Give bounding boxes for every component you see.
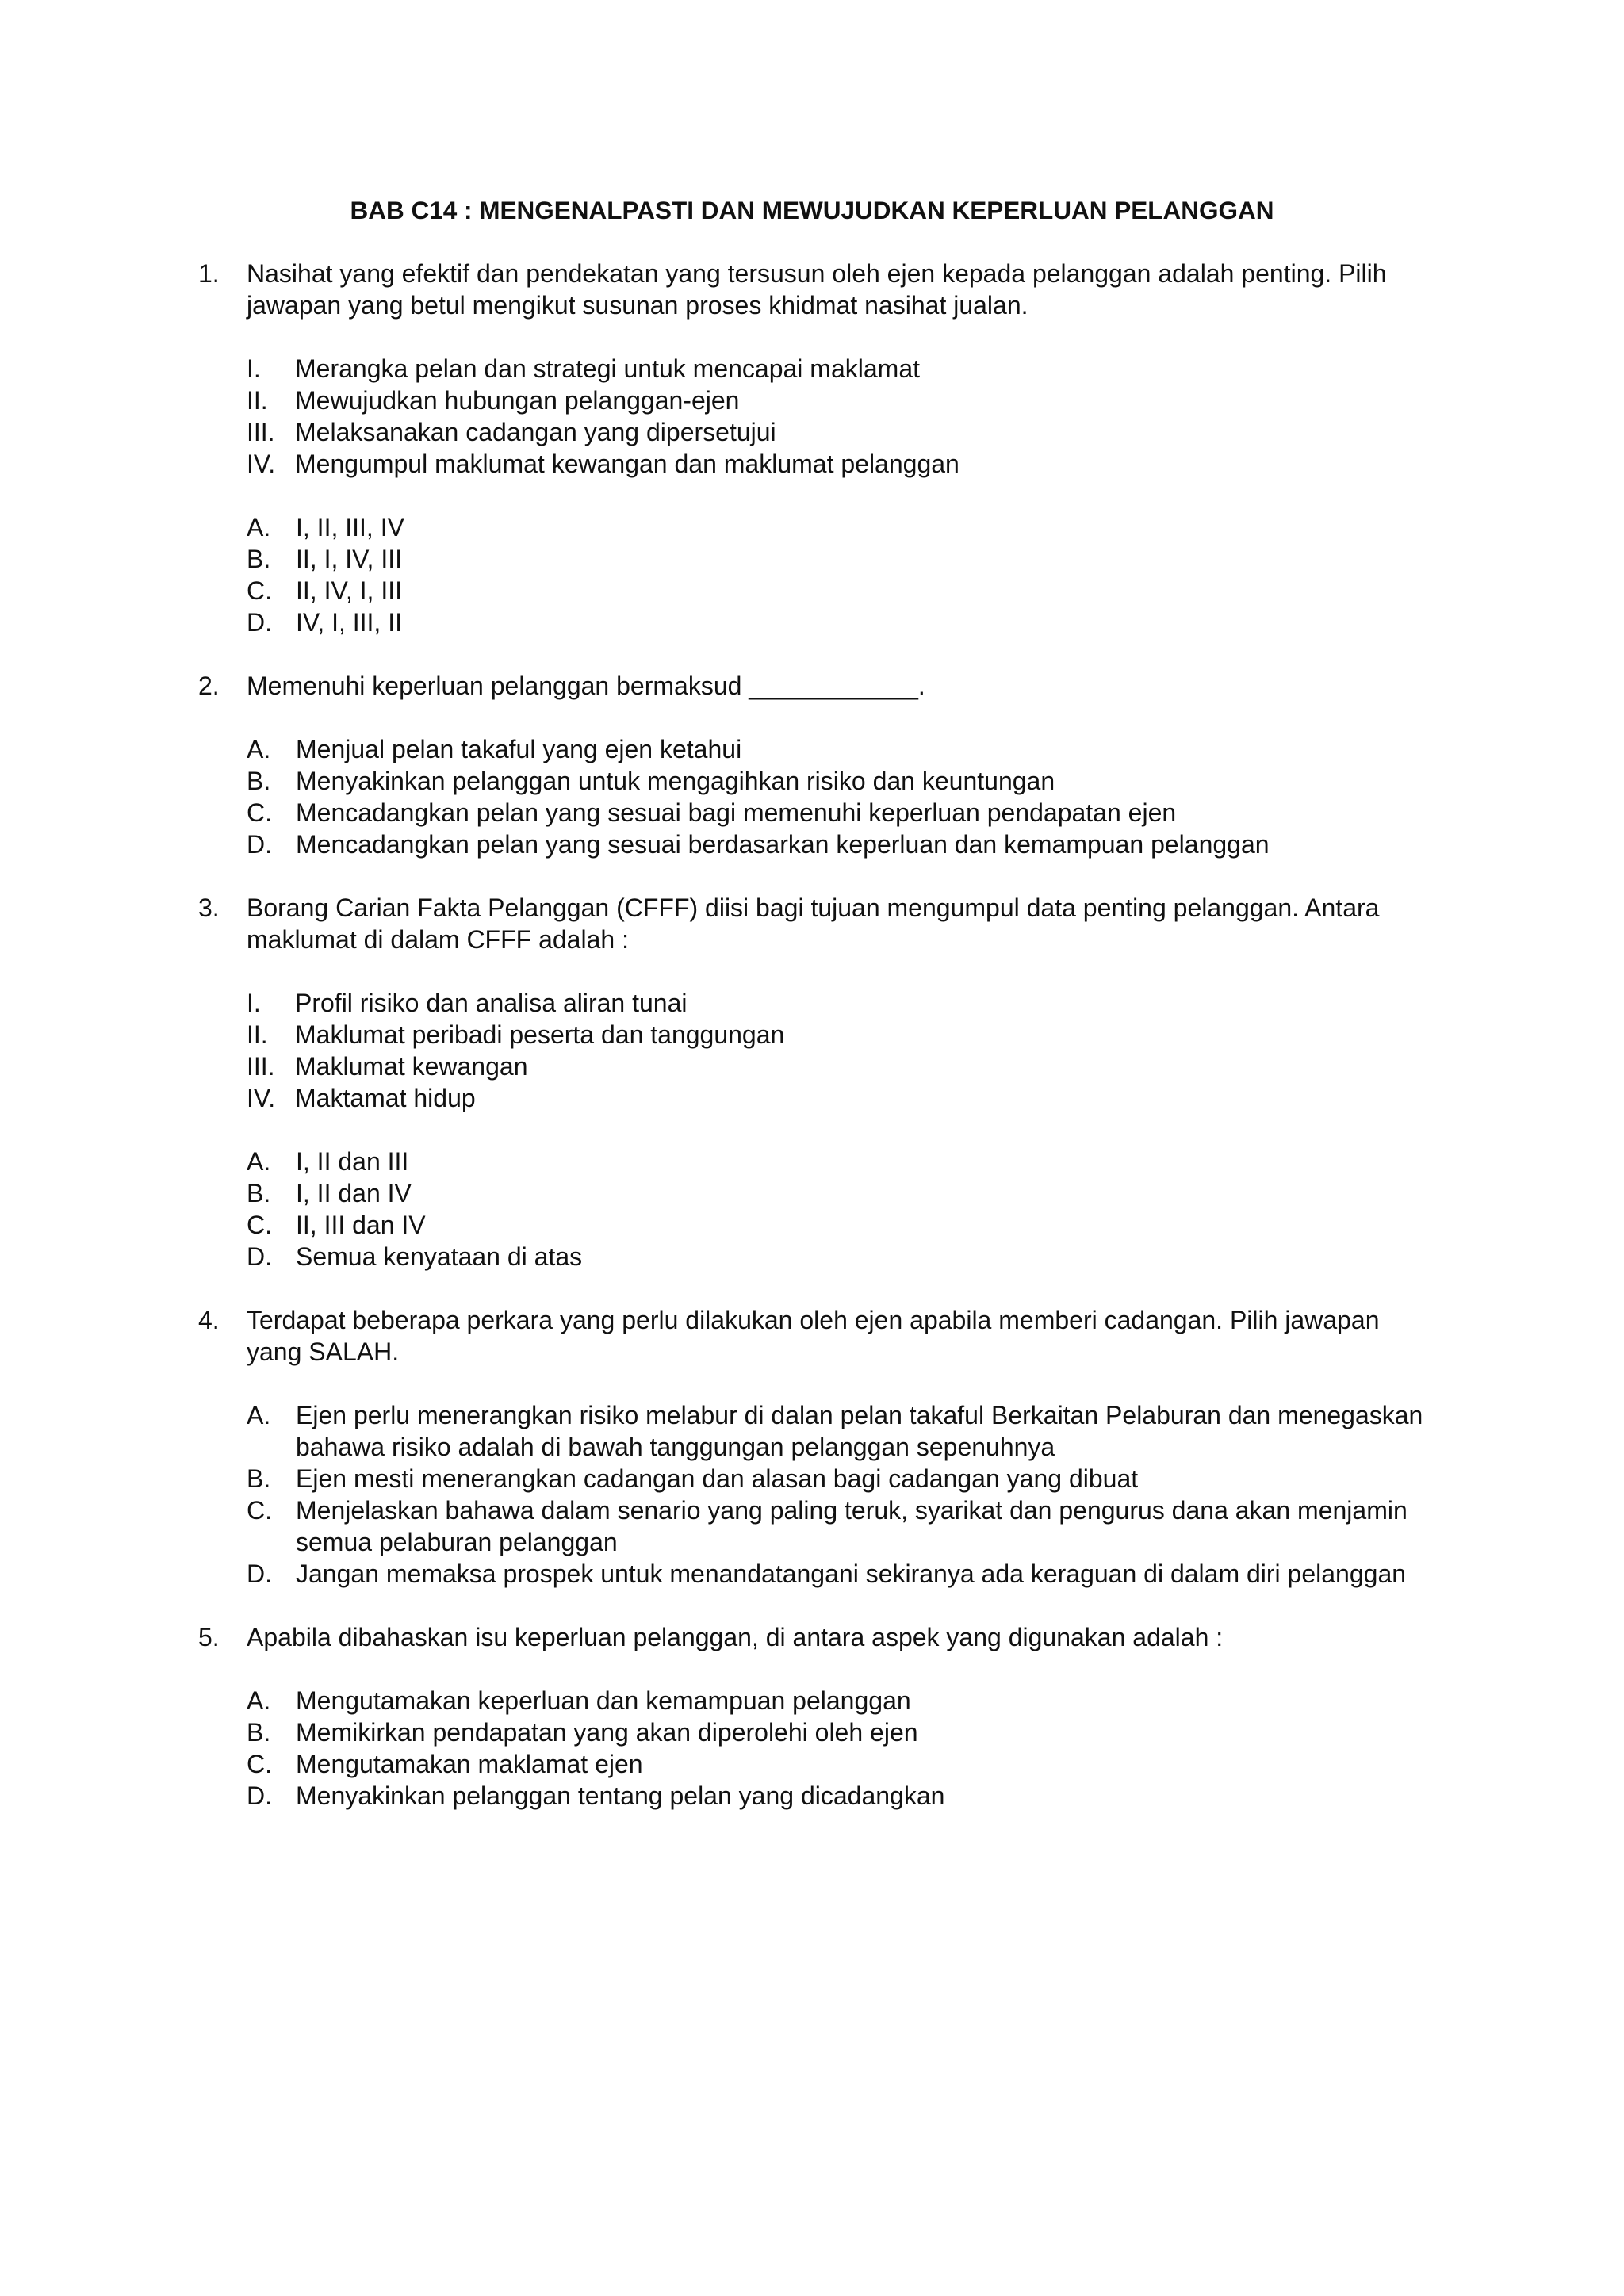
answer-option (247, 1463, 1426, 1494)
option-letter: B. (247, 1718, 271, 1747)
option-text: Ejen perlu menerangkan risiko melabur di dalan pelan takaful Berkaitan Pelaburan dan menegaskan bahawa risiko adalah di bawah tanggungan pelanggan sepenuhnya (296, 1401, 1423, 1461)
answer-option (247, 1177, 1426, 1209)
answer-option (247, 543, 1426, 575)
question-1 (198, 258, 1426, 638)
question-text: Terdapat beberapa perkara yang perlu dilakukan oleh ejen apabila memberi cadangan. Pilih jawapan yang SALAH. (247, 1306, 1380, 1366)
question-list (198, 258, 1426, 1812)
option-letter: C. (247, 576, 272, 605)
statement-text: Maklumat peribadi peserta dan tanggungan (295, 1020, 785, 1049)
answer-option (247, 1146, 1426, 1177)
statement-item (247, 353, 1426, 385)
question-body (247, 670, 1426, 860)
answer-options (247, 1399, 1426, 1590)
option-text: Jangan memaksa prospek untuk menandatangani sekiranya ada keraguan di dalam diri pelanggan (296, 1559, 1407, 1588)
answer-option (247, 1241, 1426, 1272)
option-letter: B. (247, 1464, 271, 1493)
question-number: 1. (198, 259, 220, 288)
statement-numeral: III. (247, 1052, 275, 1081)
option-text: Mengutamakan keperluan dan kemampuan pelanggan (296, 1686, 911, 1715)
option-letter: C. (247, 1211, 272, 1239)
option-letter: A. (247, 1401, 271, 1429)
page-title: BAB C14 : MENGENALPASTI DAN MEWUJUDKAN KEPERLUAN PELANGGAN (350, 196, 1274, 224)
option-letter: A. (247, 1686, 271, 1715)
option-letter: D. (247, 1559, 272, 1588)
answer-option (247, 1780, 1426, 1812)
statement-text: Maklumat kewangan (295, 1052, 528, 1081)
question-number: 5. (198, 1623, 220, 1651)
statement-item (247, 416, 1426, 448)
question-text: Nasihat yang efektif dan pendekatan yang tersusun oleh ejen kepada pelanggan adalah penting. Pilih jawapan yang betul mengikut susunan proses khidmat nasihat jualan. (247, 259, 1387, 320)
option-letter: D. (247, 1781, 272, 1810)
option-letter: D. (247, 1242, 272, 1271)
option-text: Mencadangkan pelan yang sesuai bagi memenuhi keperluan pendapatan ejen (296, 798, 1177, 827)
statement-numeral: II. (247, 386, 268, 415)
option-letter: B. (247, 767, 271, 795)
statement-numeral: IV. (247, 1084, 276, 1112)
answer-options (247, 1685, 1426, 1812)
question-text: Borang Carian Fakta Pelanggan (CFFF) diisi bagi tujuan mengumpul data penting pelanggan. Antara maklumat di dalam CFFF adalah : (247, 894, 1380, 954)
option-text: Menyakinkan pelanggan untuk mengagihkan risiko dan keuntungan (296, 767, 1055, 795)
statement-text: Mengumpul maklumat kewangan dan maklumat pelanggan (295, 450, 959, 478)
answer-option (247, 511, 1426, 543)
answer-option (247, 1209, 1426, 1241)
option-letter: C. (247, 1750, 272, 1778)
option-letter: D. (247, 830, 272, 859)
question-body (247, 1304, 1426, 1590)
option-letter: D. (247, 608, 272, 637)
option-text: Memikirkan pendapatan yang akan diperolehi oleh ejen (296, 1718, 918, 1747)
option-letter: B. (247, 1179, 271, 1207)
question-body (247, 1621, 1426, 1812)
statement-item (247, 987, 1426, 1019)
option-text: Semua kenyataan di atas (296, 1242, 583, 1271)
answer-option (247, 1558, 1426, 1590)
question-number: 4. (198, 1306, 220, 1334)
statement-text: Merangka pelan dan strategi untuk mencapai maklamat (295, 354, 920, 383)
statement-numeral: III. (247, 418, 275, 446)
statement-list (247, 987, 1426, 1114)
statement-numeral: II. (247, 1020, 268, 1049)
option-letter: B. (247, 545, 271, 573)
question-text: Apabila dibahaskan isu keperluan pelanggan, di antara aspek yang digunakan adalah : (247, 1623, 1224, 1651)
option-text: IV, I, III, II (296, 608, 402, 637)
answer-option (247, 828, 1426, 860)
option-letter: A. (247, 735, 271, 763)
option-letter: C. (247, 1496, 272, 1525)
option-text: II, I, IV, III (296, 545, 402, 573)
statement-item (247, 1019, 1426, 1050)
answer-option (247, 575, 1426, 607)
option-text: I, II dan III (296, 1147, 409, 1176)
answer-option (247, 1748, 1426, 1780)
statement-item (247, 385, 1426, 416)
option-letter: A. (247, 513, 271, 541)
question-body (247, 258, 1426, 638)
statement-numeral: I. (247, 989, 261, 1017)
answer-option (247, 1399, 1426, 1463)
option-letter: A. (247, 1147, 271, 1176)
statement-text: Maktamat hidup (295, 1084, 476, 1112)
answer-options (247, 1146, 1426, 1272)
question-text: Memenuhi keperluan pelanggan bermaksud ____________. (247, 672, 925, 700)
option-text: I, II dan IV (296, 1179, 412, 1207)
question-5 (198, 1621, 1426, 1812)
statement-text: Profil risiko dan analisa aliran tunai (295, 989, 688, 1017)
statement-numeral: IV. (247, 450, 276, 478)
option-text: Mengutamakan maklamat ejen (296, 1750, 643, 1778)
option-text: I, II, III, IV (296, 513, 404, 541)
option-text: Menjual pelan takaful yang ejen ketahui (296, 735, 742, 763)
question-3 (198, 892, 1426, 1272)
statement-text: Mewujudkan hubungan pelanggan-ejen (295, 386, 740, 415)
question-body (247, 892, 1426, 1272)
option-text: II, III dan IV (296, 1211, 426, 1239)
option-text: Menyakinkan pelanggan tentang pelan yang dicadangkan (296, 1781, 945, 1810)
option-text: II, IV, I, III (296, 576, 402, 605)
answer-options (247, 511, 1426, 638)
statement-list (247, 353, 1426, 480)
answer-option (247, 1716, 1426, 1748)
question-4 (198, 1304, 1426, 1590)
question-number: 3. (198, 894, 220, 922)
answer-option (247, 607, 1426, 638)
option-text: Menjelaskan bahawa dalam senario yang paling teruk, syarikat dan pengurus dana akan menjamin semua pelaburan pelanggan (296, 1496, 1408, 1556)
answer-option (247, 797, 1426, 828)
statement-item (247, 1050, 1426, 1082)
answer-option (247, 733, 1426, 765)
question-number: 2. (198, 672, 220, 700)
question-2 (198, 670, 1426, 860)
statement-item (247, 448, 1426, 480)
statement-numeral: I. (247, 354, 261, 383)
answer-option (247, 1685, 1426, 1716)
answer-option (247, 765, 1426, 797)
option-text: Mencadangkan pelan yang sesuai berdasarkan keperluan dan kemampuan pelanggan (296, 830, 1270, 859)
statement-item (247, 1082, 1426, 1114)
option-letter: C. (247, 798, 272, 827)
answer-option (247, 1494, 1426, 1558)
statement-text: Melaksanakan cadangan yang dipersetujui (295, 418, 776, 446)
answer-options (247, 733, 1426, 860)
option-text: Ejen mesti menerangkan cadangan dan alasan bagi cadangan yang dibuat (296, 1464, 1139, 1493)
